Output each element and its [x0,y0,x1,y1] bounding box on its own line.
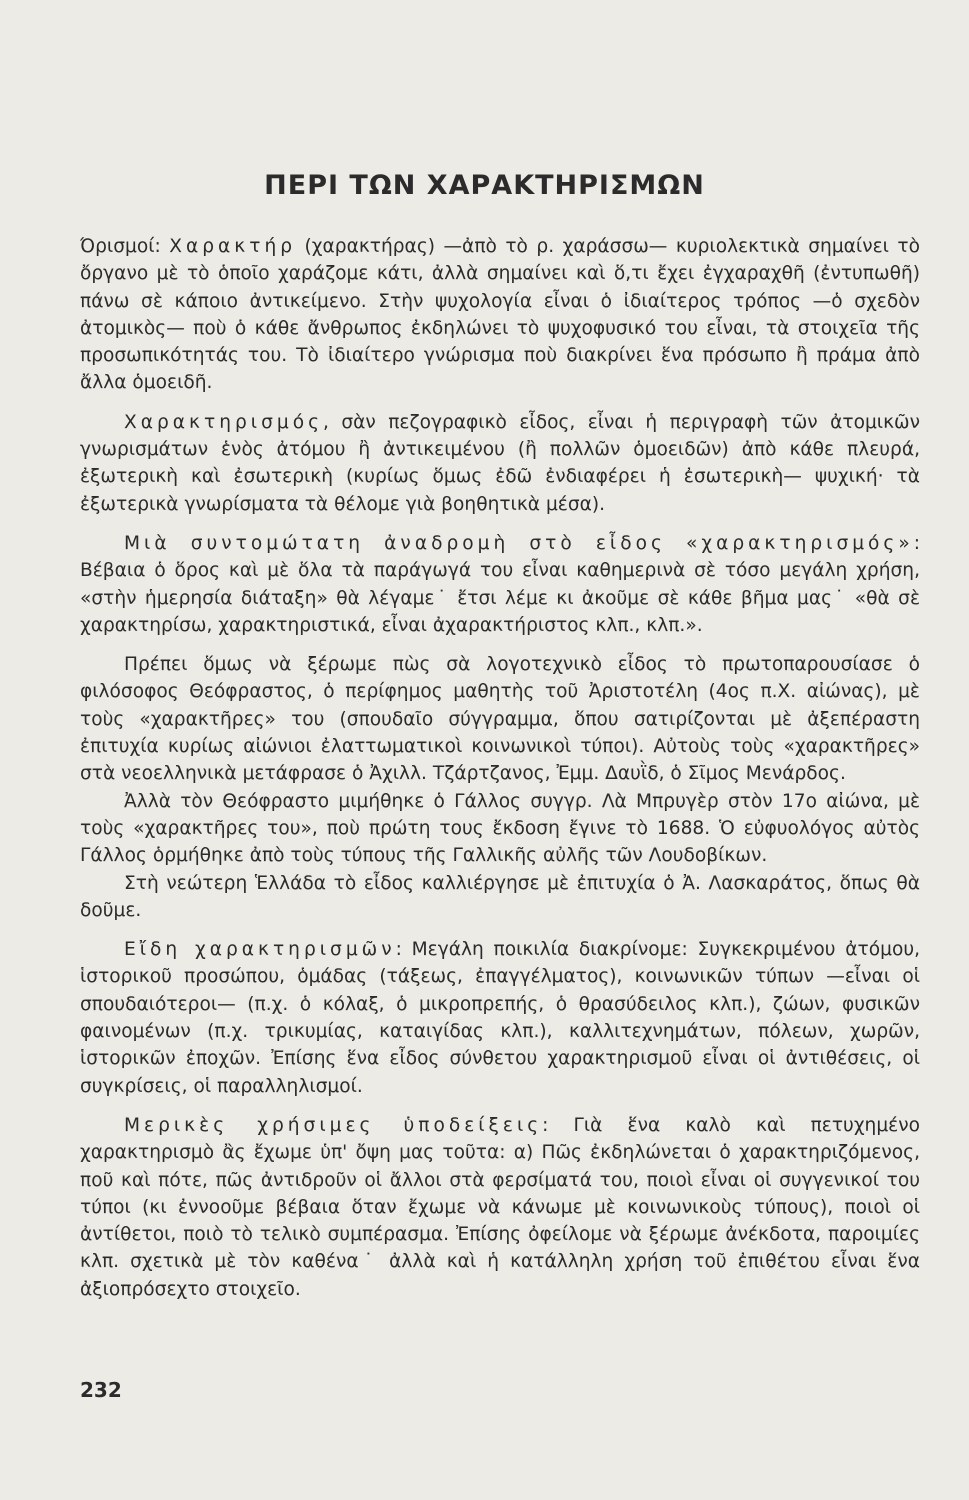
tips-text: : Γιὰ ἕνα καλὸ καὶ πετυχημένο χαρακτηρισμὸ ἂς ἔχωμε ὑπ' ὄψη μας τοῦτα: α) Πῶς ἐκδηλώνεται ὁ χαρακτηριζόμενος, ποῦ καὶ πότε, πῶς ἀντιδροῦν οἱ ἄλλοι στὰ φερσίματά του, ποιοὶ εἶναι οἱ συγγενικοί του τύποι (κι ἐννοοῦμε βέβαια ὅταν ἔχωμε νὰ κάνωμε μὲ κοινωνικοὺς τύπους), ποιοὶ οἱ ἀντίθετοι, ποιὸ τὸ τελικὸ συμπέρασμα. Ἐπίσης ὀφείλομε νὰ ξέρωμε ἀνέκδοτα, παροιμίες κλπ. σχετικὰ μὲ τὸν καθένα˙ ἀλλὰ καὶ ἡ κατάλληλη χρήση τοῦ ἐπιθέτου εἶναι ἕνα ἀξιοπρόσεχτο στοιχεῖο. [80,1114,920,1300]
term-characterization: Χαρακτηρισμός [124,411,323,433]
term-history: Μιὰ συντομώτατη ἀναδρομὴ στὸ εἶδος «χαρακτηρισμός» [124,532,914,554]
paragraph-la-bruyere: Ἀλλὰ τὸν Θεόφραστο μιμήθηκε ὁ Γάλλος συγγρ. Λὰ Μπρυγὲρ στὸν 17ο αἰώνα, μὲ τοὺς «χαρακτῆρες του», ποὺ πρώτη τους ἔκδοση ἔγινε τὸ 1688. Ὁ εὐφυολόγος αὐτὸς Γάλλος ὁρμήθηκε ἀπὸ τοὺς τύπους τῆς Γαλλικῆς αὐλῆς τῶν Λουδοβίκων. [80,790,920,867]
paragraph-types [80,936,920,1100]
page-title: ΠΕΡΙ ΤΩΝ ΧΑΡΑΚΤΗΡΙΣΜΩΝ [264,170,705,201]
paragraph-tips [80,1112,920,1303]
definitions-lead: Όρισμοί: [80,236,170,257]
paragraph-characterization [80,409,920,518]
characterization-text: , σὰν πεζογραφικὸ εἶδος, εἶναι ἡ περιγραφὴ τῶν ἀτομικῶν γνωρισμάτων ἑνὸς ἀτόμου ἢ ἀντικειμένου (ἢ πολλῶν ὁμοειδῶν) ἀπὸ κάθε πλευρά, ἐξωτερικὴ καὶ ἐσωτερικὴ (κυρίως ὅμως ἐδῶ ἐνδιαφέρει ἡ ἐσωτερικὴ— ψυχική· τὰ ἐξωτερικὰ γνωρίσματα τὰ θέλομε γιὰ βοηθητικὰ μέσα). [80,411,920,515]
body-text [80,233,920,1303]
term-charaktir: Χαρακτήρ [169,236,297,257]
term-tips: Μερικὲς χρήσιμες ὑποδείξεις [124,1114,543,1136]
paragraph-history [80,530,920,639]
types-text: : Μεγάλη ποικιλία διακρίνομε: Συγκεκριμένου ἀτόμου, ἱστορικοῦ προσώπου, ὁμάδας (τάξεως, ἐπαγγέλματος), κοινωνικῶν τύπων —εἶναι οἱ σπουδαιότεροι— (π.χ. ὁ κόλαξ, ὁ μικροπρεπής, ὁ θρασύδειλος κλπ.), ζώων, φυσικῶν φαινομένων (π.χ. τρικυμίας, καταιγίδας κλπ.), καλλιτεχνημάτων, πόλεων, χωρῶν, ἱστορικῶν ἐποχῶν. Ἐπίσης ἕνα εἶδος σύνθετου χαρακτηρισμοῦ εἶναι οἱ ἀντιθέσεις, οἱ συγκρίσεις, οἱ παραλληλισμοί. [80,939,920,1097]
paragraph-laskaratos: Στὴ νεώτερη Ἑλλάδα τὸ εἶδος καλλιέργησε μὲ ἐπιτυχία ὁ Ἀ. Λασκαράτος, ὅπως θὰ δοῦμε. [80,872,920,921]
definitions-text: (χαρακτήρας) —ἀπὸ τὸ ρ. χαράσσω— κυριολεκτικὰ σημαίνει τὸ ὄργανο μὲ τὸ ὁποῖο χαράζομε κάτι, ἀλλὰ σημαίνει καὶ ὅ,τι ἔχει ἐγχαραχθῆ (ἐντυπωθῆ) πάνω σὲ κάποιο ἀντικείμενο. Στὴν ψυχολογία εἶναι ὁ ἰδιαίτερος τρόπος —ὁ σχεδὸν ἀτομικὸς— ποὺ ὁ κάθε ἄνθρωπος ἐκδηλώνει τὸ ψυχοφυσικό του εἶναι, τὰ στοιχεῖα τῆς προσωπικότητάς του. Τὸ ἰδιαίτερο γνώρισμα ποὺ διακρίνει ἕνα πρόσωπο ἢ πράμα ἀπὸ ἄλλα ὁμοειδῆ. [80,236,920,394]
term-types: Εἴδη χαρακτηρισμῶν [124,939,396,961]
page-number: 232 [80,1378,122,1402]
paragraph-theophrastus: Πρέπει ὅμως νὰ ξέρωμε πὼς σὰ λογοτεχνικὸ εἶδος τὸ πρωτοπαρουσίασε ὁ φιλόσοφος Θεόφραστος, ὁ περίφημος μαθητὴς τοῦ Ἀριστοτέλη (4ος π.Χ. αἰώνας), μὲ τοὺς «χαρακτῆρες» του (σπουδαῖο σύγγραμμα, ὅπου σατιρίζονται μὲ ἀξεπέραστη ἐπιτυχία κυρίως αἰώνιοι ἐλαττωματικοὶ κοινωνικοὶ τύποι). Αὐτοὺς τοὺς «χαρακτῆρες» στὰ νεοελληνικὰ μετάφρασε ὁ Ἀχιλλ. Τζάρτζανος, Ἐμμ. Δαυῒδ, ὁ Σῖμος Μενάρδος. [80,654,920,785]
paragraph-definitions [80,233,920,397]
history-text: : Βέβαια ὁ ὅρος καὶ μὲ ὅλα τὰ παράγωγά του εἶναι καθημερινὰ σὲ τόσο μεγάλη χρήση, «στὴν ἡμερησία διάταξη» θὰ λέγαμε˙ ἔτσι λέμε κι ἀκοῦμε σὲ κάθε βῆμα μας˙ «θὰ σὲ χαρακτηρίσω, χαρακτηριστικά, εἶναι ἀχαρακτήριστος κλπ., κλπ.». [80,532,920,636]
